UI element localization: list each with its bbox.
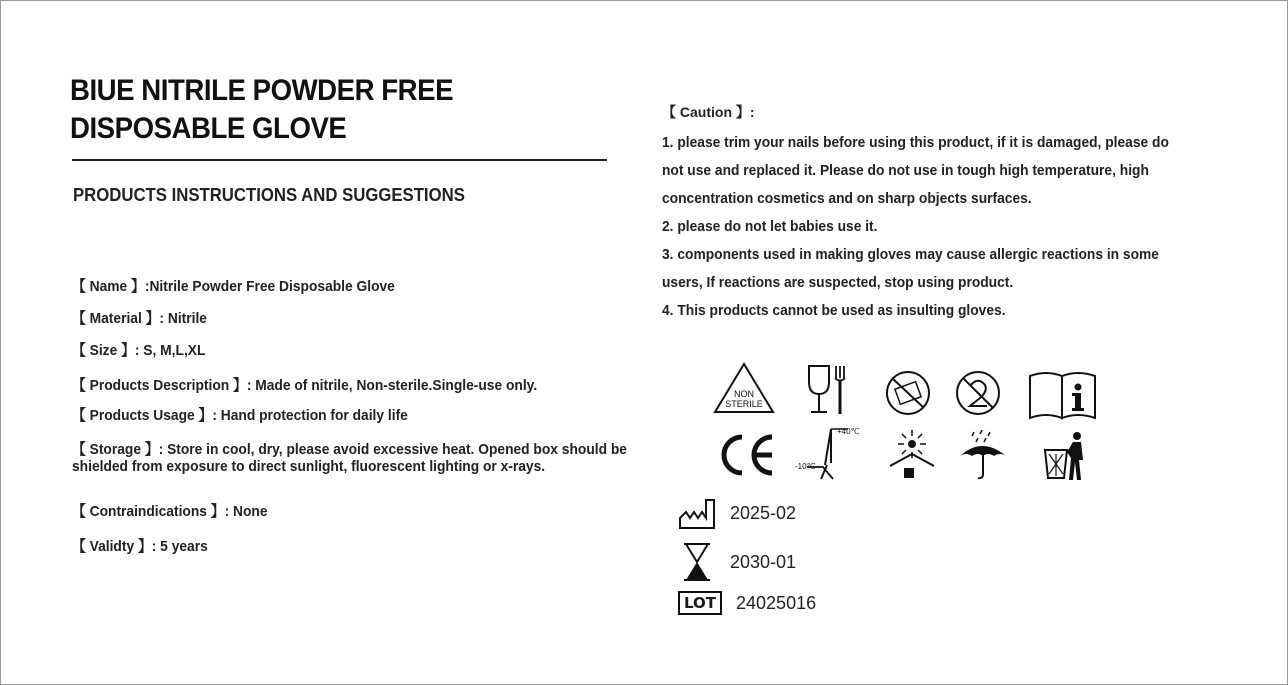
manufacture-date: 2025-02 (730, 502, 797, 523)
dispose-in-bin-icon (1043, 430, 1089, 482)
expiry-date-row (678, 542, 796, 582)
title-divider (72, 159, 607, 161)
keep-away-from-sunlight-icon (884, 428, 940, 480)
temperature-high-label: +40℃ (837, 427, 860, 436)
temperature-limit-icon (793, 425, 863, 481)
caution-line: 2. please do not let babies use it. (662, 218, 878, 235)
single-use-icon (954, 370, 1002, 416)
spec-description: 【 Products Description 】: Made of nitrile, Non-sterile.Single-use only. (72, 377, 538, 394)
lot-number: 24025016 (736, 592, 817, 613)
ce-mark-icon (714, 431, 776, 479)
spec-contraindications: 【 Contraindications 】: None (72, 503, 268, 520)
food-safe-icon (806, 364, 850, 416)
do-not-use-if-damaged-icon (884, 370, 932, 416)
spec-usage: 【 Products Usage 】: Hand protection for daily life (72, 407, 408, 424)
caution-line: 4. This products cannot be used as insulting gloves. (662, 302, 1006, 319)
consult-instructions-icon (1028, 368, 1098, 420)
manufacture-date-row (678, 496, 796, 530)
spec-name: 【 Name 】:Nitrile Powder Free Disposable Glove (72, 278, 395, 295)
use-by-date-icon (678, 542, 716, 582)
non-sterile-text-2: STERILE (725, 399, 763, 409)
section-subtitle: PRODUCTS INSTRUCTIONS AND SUGGESTIONS (73, 185, 465, 205)
product-title-line1: BIUE NITRILE POWDER FREE (70, 74, 454, 107)
spec-material: 【 Material 】: Nitrile (72, 310, 207, 327)
caution-line: not use and replaced it. Please do not use in tough high temperature, high (662, 162, 1149, 179)
spec-size: 【 Size 】: S, M,L,XL (72, 342, 206, 359)
caution-line: 1. please trim your nails before using this product, if it is damaged, please do (662, 134, 1169, 151)
product-title-line2: DISPOSABLE GLOVE (70, 112, 347, 145)
caution-heading: 【 Caution 】: (662, 104, 755, 120)
caution-line: users, If reactions are suspected, stop using product. (662, 274, 1014, 291)
spec-storage-line1: 【 Storage 】: Store in cool, dry, please avoid excessive heat. Opened box should be (72, 441, 627, 458)
spec-validity: 【 Validty 】: 5 years (72, 538, 208, 555)
lot-label: LOT (678, 591, 722, 615)
non-sterile-text-1: NON (734, 389, 754, 399)
caution-line: concentration cosmetics and on sharp objects surfaces. (662, 190, 1032, 207)
date-of-manufacture-icon (678, 496, 716, 530)
keep-dry-icon (956, 430, 1010, 480)
expiry-date: 2030-01 (730, 551, 797, 572)
lot-number-row (678, 591, 816, 615)
non-sterile-icon (713, 362, 775, 414)
caution-block (662, 102, 1222, 325)
product-title-block (70, 72, 630, 148)
caution-line: 3. components used in making gloves may cause allergic reactions in some (662, 246, 1159, 263)
temperature-low-label: -10℃ (795, 462, 816, 471)
spec-storage-line2: shielded from exposure to direct sunlight, fluorescent lighting or x-rays. (72, 458, 546, 475)
